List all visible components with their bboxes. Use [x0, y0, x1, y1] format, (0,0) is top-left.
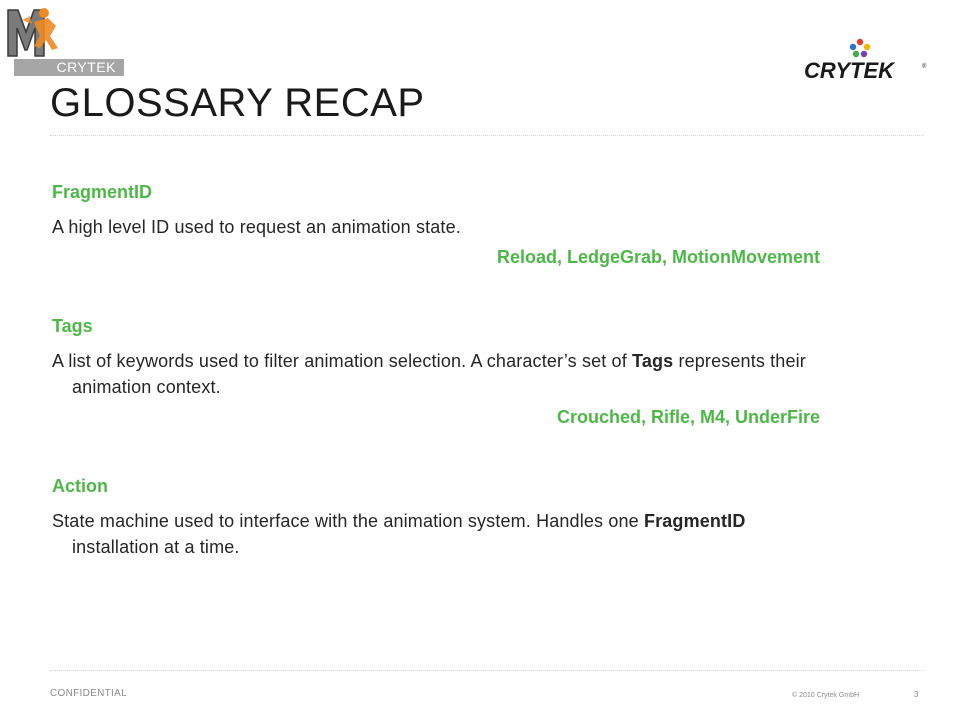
confidential-label: CONFIDENTIAL	[50, 688, 127, 699]
crytek-logo-text: CRYTEK	[804, 58, 895, 83]
crytek-badge-label: CRYTEK	[56, 59, 116, 75]
svg-text:®: ®	[922, 64, 927, 70]
footer-divider	[50, 670, 924, 671]
definition-text: represents their animation context.	[72, 351, 806, 397]
glossary-definition	[52, 508, 832, 560]
page-title: GLOSSARY RECAP	[50, 81, 425, 125]
glossary-definition: A high level ID used to request an animation state.	[52, 217, 461, 237]
crytek-badge	[14, 59, 124, 76]
definition-bold-term: FragmentID	[643, 511, 746, 531]
crytek-logo-icon	[850, 39, 870, 57]
definition-bold-term: Tags	[632, 351, 674, 371]
glossary-list	[52, 179, 832, 560]
glossary-term: FragmentID	[52, 182, 153, 202]
copyright-text: © 2010 Crytek GmbH	[792, 692, 860, 699]
definition-text: installation at a time.	[72, 537, 240, 557]
glossary-definition	[52, 348, 832, 400]
page-number: 3	[914, 690, 919, 699]
definition-text: State machine used to interface with the animation system. Handles one	[52, 511, 644, 531]
crytek-brand-logo	[800, 38, 928, 84]
glossary-entry-action	[52, 473, 832, 560]
definition-text: A list of keywords used to filter animation selection. A character’s set of	[52, 351, 633, 371]
mh-logo	[4, 2, 62, 64]
glossary-entry-fragmentid	[52, 179, 832, 270]
glossary-examples: Reload, LedgeGrab, MotionMovement	[496, 247, 820, 267]
glossary-term: Action	[52, 476, 108, 496]
title-divider	[50, 135, 924, 136]
glossary-term: Tags	[52, 316, 93, 336]
glossary-entry-tags	[52, 313, 832, 430]
glossary-examples: Crouched, Rifle, M4, UnderFire	[556, 407, 820, 427]
